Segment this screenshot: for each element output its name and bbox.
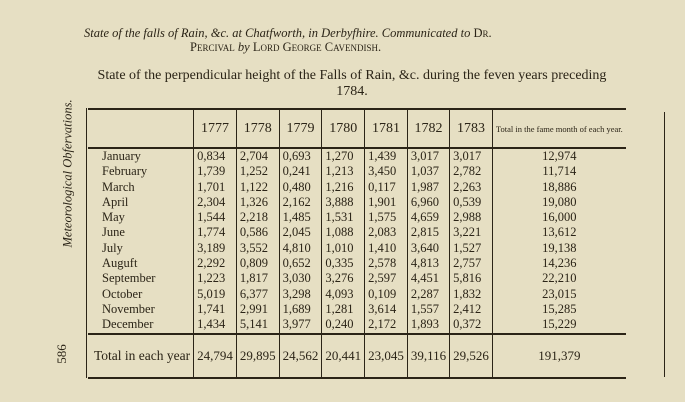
value-cell: 2,988 xyxy=(450,210,493,225)
heading-percival: Percival xyxy=(190,40,235,54)
table-row xyxy=(88,256,626,271)
header-year: 1782 xyxy=(407,109,449,148)
total-label: Total in each year xyxy=(94,347,191,363)
table-row xyxy=(88,164,626,179)
value-cell: 0,117 xyxy=(365,180,408,195)
header-year: 1778 xyxy=(236,109,279,148)
month-cell: December xyxy=(102,317,154,332)
value-cell: 3,221 xyxy=(450,225,493,240)
month-cell: January xyxy=(102,149,141,163)
month-cell: October xyxy=(102,286,143,301)
value-cell: 2,782 xyxy=(450,164,493,179)
month-cell: February xyxy=(102,164,148,179)
header-year: 1777 xyxy=(194,109,237,148)
value-cell: 0,241 xyxy=(279,164,322,179)
value-cell: 1,037 xyxy=(407,164,449,179)
value-cell: 1,122 xyxy=(236,180,279,195)
table-row xyxy=(88,287,626,302)
value-cell: 1,216 xyxy=(322,180,365,195)
month-cell: March xyxy=(102,179,135,194)
value-cell: 4,093 xyxy=(322,287,365,302)
table-row xyxy=(88,271,626,286)
value-cell: 0,809 xyxy=(236,256,279,271)
value-cell: 3,614 xyxy=(365,302,408,317)
month-total-cell: 16,000 xyxy=(492,210,625,225)
table-left-border xyxy=(86,108,87,378)
value-cell: 1,527 xyxy=(450,241,493,256)
header-month xyxy=(88,109,194,148)
value-cell: 1,701 xyxy=(194,180,237,195)
table-row xyxy=(88,148,626,164)
value-cell: 2,172 xyxy=(365,317,408,333)
month-total-cell: 15,229 xyxy=(492,317,625,333)
page-number: 586 xyxy=(53,344,69,364)
heading-line-2 xyxy=(190,40,381,55)
value-cell: 1,252 xyxy=(236,164,279,179)
value-cell: 0,539 xyxy=(450,195,493,210)
header-total: Total in the fame month of each year. xyxy=(492,109,625,148)
heading-italic: State of the falls of Rain, &c. at Chatfworth, in Derbyfhire. Communicated to xyxy=(84,26,471,40)
table-title: State of the perpendicular height of the Falls of Rain, &c. during the feven years preceding 1784. xyxy=(97,68,607,99)
value-cell: 4,451 xyxy=(407,271,449,286)
value-cell: 2,162 xyxy=(279,195,322,210)
header-year: 1781 xyxy=(365,109,408,148)
value-cell: 3,017 xyxy=(450,148,493,164)
month-cell: May xyxy=(102,210,125,225)
year-total-cell: 29,526 xyxy=(450,334,493,378)
value-cell: 3,977 xyxy=(279,317,322,333)
month-total-cell: 11,714 xyxy=(492,164,625,179)
heading-dr: Dr. xyxy=(473,26,492,40)
value-cell: 1,893 xyxy=(407,317,449,333)
value-cell: 2,263 xyxy=(450,180,493,195)
value-cell: 3,450 xyxy=(365,164,408,179)
month-total-cell: 22,210 xyxy=(492,271,625,286)
value-cell: 2,597 xyxy=(365,271,408,286)
month-total-cell: 19,138 xyxy=(492,241,625,256)
table-row xyxy=(88,210,626,225)
value-cell: 1,223 xyxy=(194,271,237,286)
year-total-cell: 39,116 xyxy=(407,334,449,378)
value-cell: 0,372 xyxy=(450,317,493,333)
value-cell: 0,586 xyxy=(236,225,279,240)
value-cell: 1,774 xyxy=(194,225,237,240)
value-cell: 2,287 xyxy=(407,287,449,302)
value-cell: 3,888 xyxy=(322,195,365,210)
table-row xyxy=(88,195,626,210)
value-cell: 4,813 xyxy=(407,256,449,271)
year-total-cell: 24,562 xyxy=(279,334,322,378)
month-cell: November xyxy=(102,301,155,316)
value-cell: 1,439 xyxy=(365,148,408,164)
value-cell: 6,960 xyxy=(407,195,449,210)
value-cell: 1,544 xyxy=(194,210,237,225)
value-cell: 2,815 xyxy=(407,225,449,240)
value-cell: 2,578 xyxy=(365,256,408,271)
value-cell: 2,412 xyxy=(450,302,493,317)
header-year: 1779 xyxy=(279,109,322,148)
year-total-cell: 191,379 xyxy=(492,334,625,378)
month-total-cell: 12,974 xyxy=(492,148,625,164)
month-cell: Auguft xyxy=(102,256,138,271)
value-cell: 0,693 xyxy=(279,148,322,164)
table-row xyxy=(88,180,626,195)
value-cell: 1,901 xyxy=(365,195,408,210)
value-cell: 2,218 xyxy=(236,210,279,225)
table-right-border xyxy=(664,112,665,377)
value-cell: 1,817 xyxy=(236,271,279,286)
value-cell: 3,189 xyxy=(194,241,237,256)
table-row xyxy=(88,241,626,256)
value-cell: 4,810 xyxy=(279,241,322,256)
table-row xyxy=(88,317,626,333)
value-cell: 1,531 xyxy=(322,210,365,225)
value-cell: 1,326 xyxy=(236,195,279,210)
value-cell: 1,575 xyxy=(365,210,408,225)
year-total-cell: 24,794 xyxy=(194,334,237,378)
value-cell: 1,410 xyxy=(365,241,408,256)
value-cell: 1,987 xyxy=(407,180,449,195)
value-cell: 3,552 xyxy=(236,241,279,256)
value-cell: 6,377 xyxy=(236,287,279,302)
table-row xyxy=(88,225,626,240)
value-cell: 0,335 xyxy=(322,256,365,271)
header-year: 1783 xyxy=(450,109,493,148)
value-cell: 1,213 xyxy=(322,164,365,179)
heading-cavendish: Lord George Cavendish. xyxy=(252,40,382,54)
month-cell: July xyxy=(102,240,123,255)
heading-by: by xyxy=(237,40,250,54)
value-cell: 5,816 xyxy=(450,271,493,286)
value-cell: 1,741 xyxy=(194,302,237,317)
running-head: Meteorological Obfervations. xyxy=(60,99,75,248)
value-cell: 0,240 xyxy=(322,317,365,333)
month-total-cell: 19,080 xyxy=(492,195,625,210)
value-cell: 0,480 xyxy=(279,180,322,195)
month-total-cell: 13,612 xyxy=(492,225,625,240)
value-cell: 1,281 xyxy=(322,302,365,317)
value-cell: 1,832 xyxy=(450,287,493,302)
value-cell: 1,557 xyxy=(407,302,449,317)
value-cell: 0,834 xyxy=(194,148,237,164)
value-cell: 0,652 xyxy=(279,256,322,271)
rainfall-table xyxy=(88,108,626,379)
value-cell: 3,640 xyxy=(407,241,449,256)
month-cell: September xyxy=(102,271,156,286)
year-total-cell: 29,895 xyxy=(236,334,279,378)
month-total-cell: 15,285 xyxy=(492,302,625,317)
month-total-cell: 23,015 xyxy=(492,287,625,302)
value-cell: 3,298 xyxy=(279,287,322,302)
value-cell: 2,045 xyxy=(279,225,322,240)
value-cell: 3,017 xyxy=(407,148,449,164)
value-cell: 1,010 xyxy=(322,241,365,256)
value-cell: 0,109 xyxy=(365,287,408,302)
value-cell: 1,270 xyxy=(322,148,365,164)
value-cell: 3,276 xyxy=(322,271,365,286)
header-year: 1780 xyxy=(322,109,365,148)
heading-line-1 xyxy=(84,26,584,41)
month-total-cell: 14,236 xyxy=(492,256,625,271)
value-cell: 1,689 xyxy=(279,302,322,317)
year-total-cell: 20,441 xyxy=(322,334,365,378)
value-cell: 2,292 xyxy=(194,256,237,271)
value-cell: 5,019 xyxy=(194,287,237,302)
value-cell: 1,739 xyxy=(194,164,237,179)
value-cell: 2,991 xyxy=(236,302,279,317)
value-cell: 2,304 xyxy=(194,195,237,210)
value-cell: 2,704 xyxy=(236,148,279,164)
value-cell: 5,141 xyxy=(236,317,279,333)
month-cell: April xyxy=(102,194,129,209)
value-cell: 1,088 xyxy=(322,225,365,240)
value-cell: 2,757 xyxy=(450,256,493,271)
value-cell: 1,434 xyxy=(194,317,237,333)
month-cell: June xyxy=(102,225,125,240)
value-cell: 4,659 xyxy=(407,210,449,225)
table-row xyxy=(88,302,626,317)
value-cell: 2,083 xyxy=(365,225,408,240)
total-row xyxy=(88,334,626,378)
value-cell: 1,485 xyxy=(279,210,322,225)
year-total-cell: 23,045 xyxy=(365,334,408,378)
value-cell: 3,030 xyxy=(279,271,322,286)
month-total-cell: 18,886 xyxy=(492,180,625,195)
